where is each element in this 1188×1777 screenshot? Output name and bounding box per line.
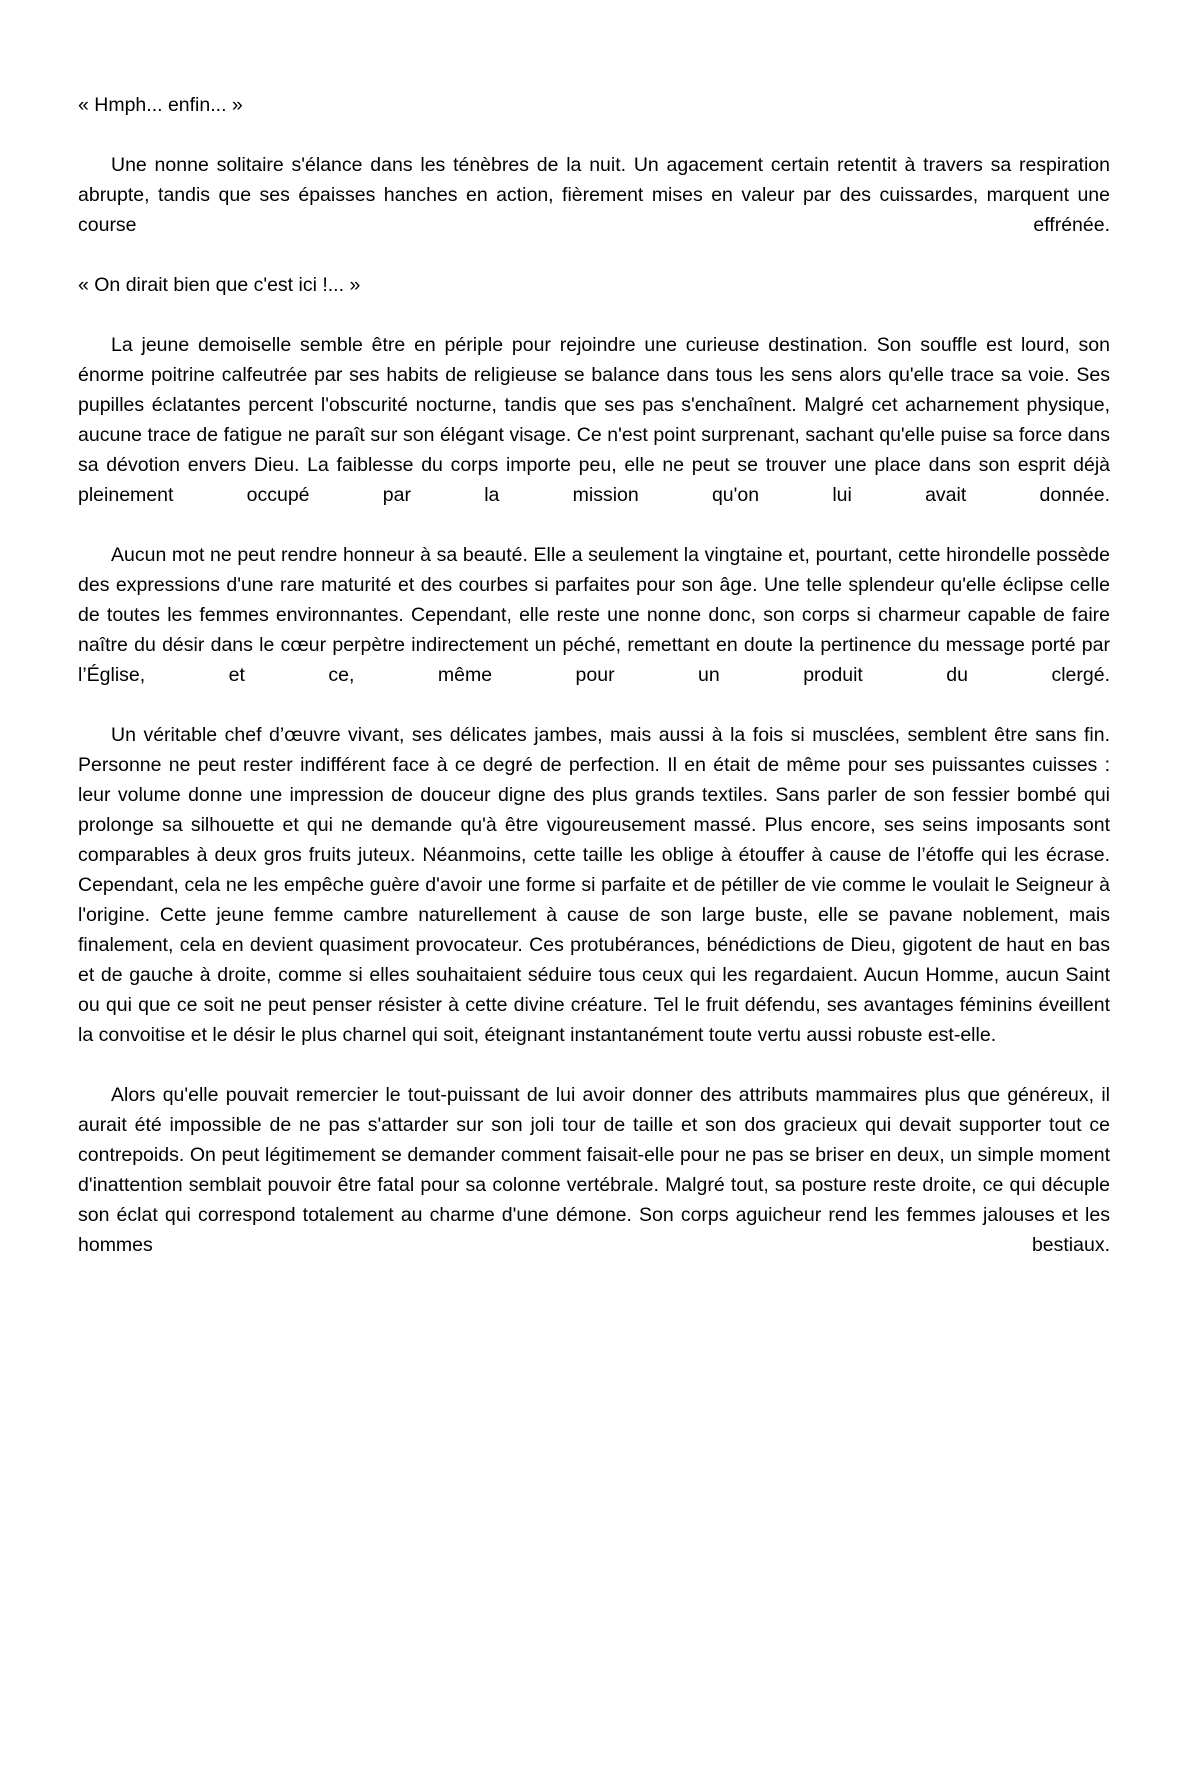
dialogue-line-2: « On dirait bien que c'est ici !... » (78, 274, 361, 296)
dialogue-line-1: « Hmph... enfin... » (78, 94, 243, 116)
paragraph-description: Un véritable chef d’œuvre vivant, ses délicates jambes, mais aussi à la fois si musclées, semblent être sans fin. Personne ne peut rester indifférent face à ce degré de perfection. Il en était de même pour ses puissantes cuisses : leur volume donne une impression de douceur digne des plus grands textiles. Sans parler de son fessier bombé qui prolonge sa silhouette et qui ne demande qu'à être vigoureusement massé. Plus encore, ses seins imposants sont comparables à deux gros fruits juteux. Néanmoins, cette taille les oblige à étouffer à cause de l’étoffe qui les écrase. Cependant, cela ne les empêche guère d'avoir une forme si parfaite et de pétiller de vie comme le voulait le Seigneur à l'origine. Cette jeune femme cambre naturellement à cause de son large buste, elle se pavane noblement, mais finalement, cela en devient quasiment provocateur. Ces protubérances, bénédictions de Dieu, gigotent de haut en bas et de gauche à droite, comme si elles souhaitaient séduire tous ceux qui les regardaient. Aucun Homme, aucun Saint ou qui que ce soit ne peut penser résister à cette divine créature. Tel le fruit défendu, ses avantages féminins éveillent la convoitise et le désir le plus charnel qui soit, éteignant instantanément toute vertu aussi robuste est-elle. (78, 724, 1110, 1046)
paragraph-nun-running: Une nonne solitaire s'élance dans les ténèbres de la nuit. Un agacement certain retentit à travers sa respiration abrupte, tandis que ses épaisses hanches en action, fièrement mises en valeur par des cuissardes, marquent une course effrénée. (78, 154, 1110, 236)
paragraph-journey: La jeune demoiselle semble être en périple pour rejoindre une curieuse destination. Son souffle est lourd, son énorme poitrine calfeutrée par ses habits de religieuse se balance dans tous les sens alors qu'elle trace sa voie. Ses pupilles éclatantes percent l'obscurité nocturne, tandis que ses pas s'enchaînent. Malgré cet acharnement physique, aucune trace de fatigue ne paraît sur son élégant visage. Ce n'est point surprenant, sachant qu'elle puise sa force dans sa dévotion envers Dieu. La faiblesse du corps importe peu, elle ne peut se trouver une place dans son esprit déjà pleinement occupé par la mission qu'on lui avait donnée. (78, 334, 1110, 506)
paragraph-beauty: Aucun mot ne peut rendre honneur à sa beauté. Elle a seulement la vingtaine et, pourtant, cette hirondelle possède des expressions d'une rare maturité et des courbes si parfaites pour son âge. Une telle splendeur qu'elle éclipse celle de toutes les femmes environnantes. Cependant, elle reste une nonne donc, son corps si charmeur capable de faire naître du désir dans le cœur perpètre indirectement un péché, remettant en doute la pertinence du message porté par l’Église, et ce, même pour un produit du clergé. (78, 544, 1110, 686)
paragraph-posture: Alors qu'elle pouvait remercier le tout-puissant de lui avoir donner des attributs mammaires plus que généreux, il aurait été impossible de ne pas s'attarder sur son joli tour de taille et son dos gracieux qui devait supporter tout ce contrepoids. On peut légitimement se demander comment faisait-elle pour ne pas se briser en deux, un simple moment d'inattention semblait pouvoir être fatal pour sa colonne vertébrale. Malgré tout, sa posture reste droite, ce qui décuple son éclat qui correspond totalement au charme d'une démone. Son corps aguicheur rend les femmes jalouses et les hommes bestiaux. (78, 1084, 1110, 1256)
